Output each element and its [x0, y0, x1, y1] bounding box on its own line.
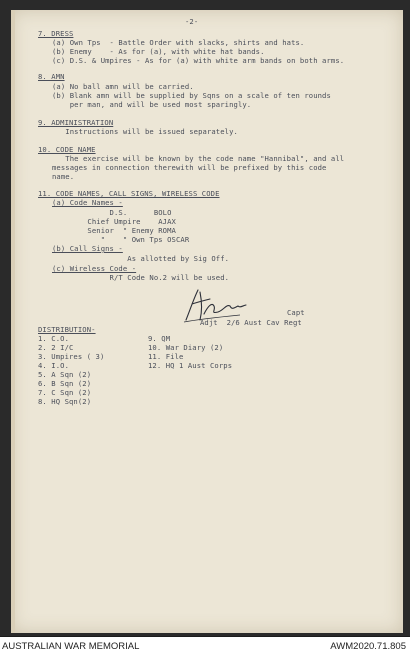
distribution-item: 7. C Sqn (2) [38, 388, 92, 397]
wireless-code-text: R/T Code No.2 will be used. [52, 273, 230, 282]
code-name-row: Chief Umpire AJAX [52, 217, 176, 226]
code-name-row: Senior " Enemy ROMA [52, 226, 176, 235]
page-number: -2- [185, 17, 199, 26]
page-edge [11, 10, 15, 633]
distribution-item: 3. Umpires ( 3) [38, 352, 105, 361]
section-7-heading: 7. DRESS [38, 29, 74, 38]
section-10-line2: messages in connection therewith will be prefixed by this code [52, 163, 327, 172]
distribution-item: 2. 2 I/C [38, 343, 74, 352]
distribution-item: 8. HQ Sqn(2) [38, 397, 92, 406]
distribution-item: 4. I.O. [38, 361, 69, 370]
archive-footer [0, 636, 410, 654]
section-7-c: (c) D.S. & Umpires - As for (a) with white arm bands on both arms. [52, 56, 345, 65]
distribution-item: 11. File [148, 352, 184, 361]
section-8-b-line1: (b) Blank amn will be supplied by Sqns on a scale of ten rounds [52, 91, 331, 100]
distribution-item: 1. C.O. [38, 334, 69, 343]
section-10-line1: The exercise will be known by the code name "Hannibal", and all [52, 154, 345, 163]
distribution-item: 12. HQ 1 Aust Corps [148, 361, 233, 370]
signature-title: Adjt 2/6 Aust Cav Regt [200, 318, 302, 327]
footer-accession-number: AWM2020.71.805 [330, 641, 406, 652]
section-8-a: (a) No ball amn will be carried. [52, 82, 194, 91]
section-10-heading: 10. CODE NAME [38, 145, 96, 154]
section-11-heading: 11. CODE NAMES, CALL SIGNS, WIRELESS CODE [38, 189, 220, 198]
section-9-text: Instructions will be issued separately. [52, 127, 238, 136]
signature-rank: Capt [287, 308, 305, 317]
section-9-heading: 9. ADMINISTRATION [38, 118, 114, 127]
code-name-row: " " Own Tps OSCAR [52, 235, 190, 244]
call-signs-text: As allotted by Sig Off. [52, 254, 230, 263]
distribution-item: 6. B Sqn (2) [38, 379, 92, 388]
distribution-item: 9. QM [148, 334, 171, 343]
footer-institution: AUSTRALIAN WAR MEMORIAL [2, 641, 140, 652]
section-10-line3: name. [52, 172, 75, 181]
code-name-row: D.S. BOLO [52, 208, 172, 217]
distribution-item: 10. War Diary (2) [148, 343, 224, 352]
distribution-heading: DISTRIBUTION- [38, 325, 96, 334]
code-names-heading: (a) Code Names - [52, 198, 123, 207]
section-7-b: (b) Enemy - As for (a), with white hat bands. [52, 47, 265, 56]
section-8-b-line2: per man, and will be used most sparingly. [52, 100, 252, 109]
call-signs-heading: (b) Call Signs - [52, 244, 123, 253]
section-7-a: (a) Own Tps - Battle Order with slacks, shirts and hats. [52, 38, 305, 47]
distribution-item: 5. A Sqn (2) [38, 370, 92, 379]
section-8-heading: 8. AMN [38, 72, 65, 81]
wireless-code-heading: (c) Wireless Code - [52, 264, 137, 273]
